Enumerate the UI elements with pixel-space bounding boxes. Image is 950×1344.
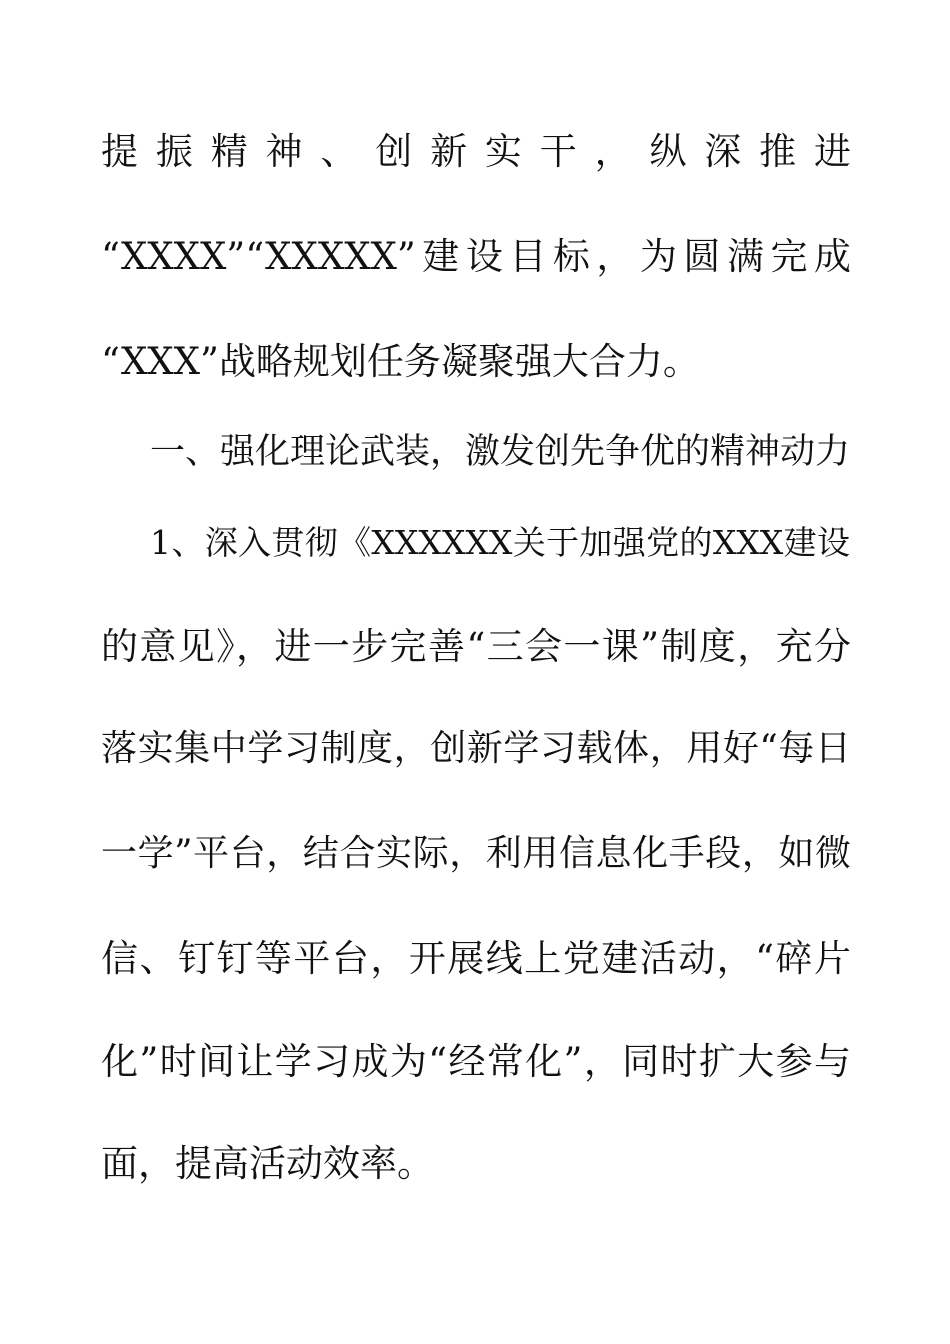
paragraph-line: 提振精神、创新实干，纵深推进 bbox=[101, 130, 851, 173]
paragraph-line: 的意见》，进一步完善“三会一课”制度，充分 bbox=[101, 625, 851, 668]
paragraph-line: 信、钉钉等平台，开展线上党建活动，“碎片 bbox=[101, 937, 851, 980]
paragraph-line: “XXXX”“XXXXX”建设目标，为圆满完成 bbox=[101, 235, 851, 278]
paragraph-line: 落实集中学习制度，创新学习载体，用好“每日 bbox=[101, 728, 851, 769]
paragraph-line: 化”时间让学习成为“经常化”，同时扩大参与 bbox=[101, 1040, 851, 1083]
paragraph-line: “XXX”战略规划任务凝聚强大合力。 bbox=[101, 340, 700, 383]
section-heading: 一、强化理论武装，激发创先争优的精神动力 bbox=[150, 432, 851, 472]
paragraph-line: 一学”平台，结合实际，利用信息化手段，如微 bbox=[101, 833, 851, 874]
paragraph-line: 面，提高活动效率。 bbox=[101, 1142, 434, 1185]
subsection-heading: 1、深入贯彻《XXXXXX关于加强党的XXX建设 bbox=[150, 523, 850, 562]
